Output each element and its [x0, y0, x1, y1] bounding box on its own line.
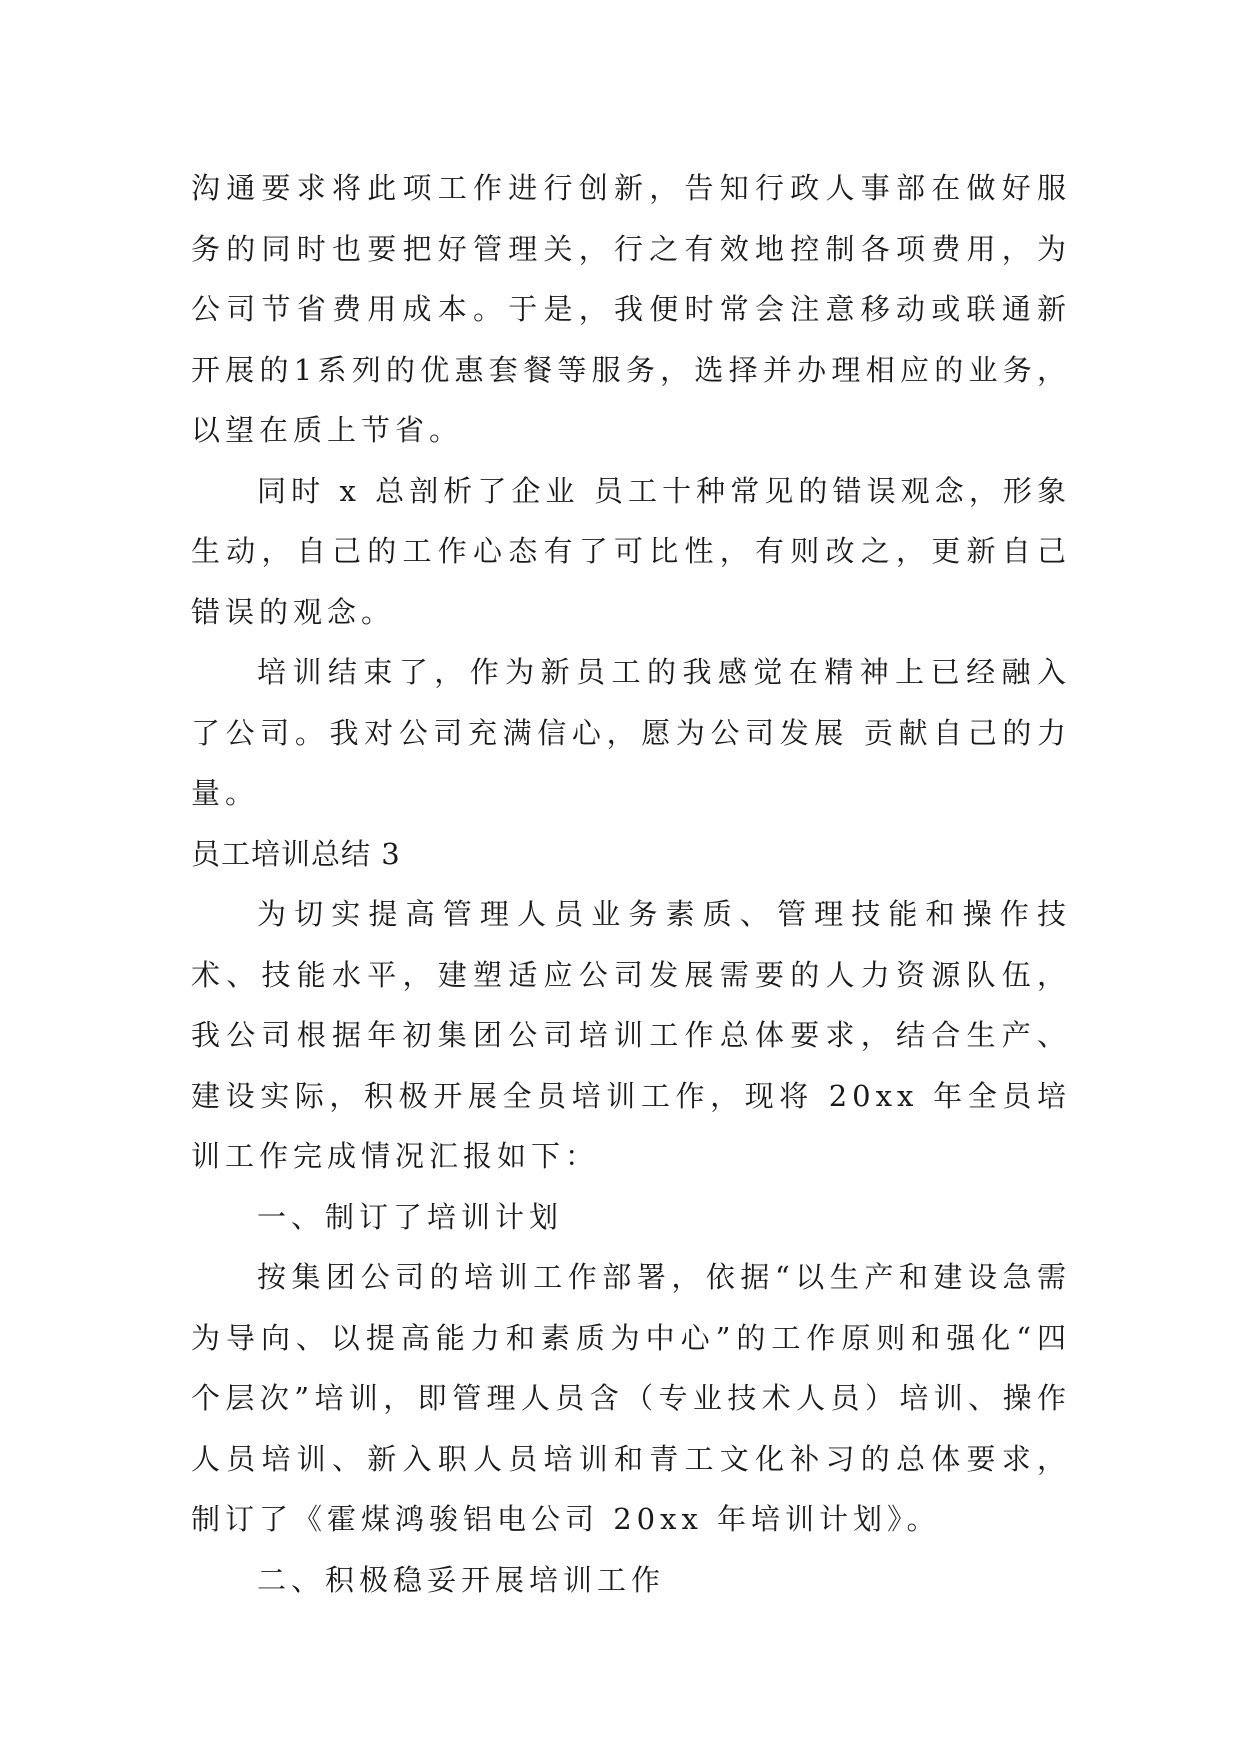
item-1-title: 一、制订了培训计划	[257, 1199, 564, 1234]
section-title: 员工培训总结 3	[191, 836, 401, 871]
paragraph-continued: 沟通要求将此项工作进行创新，告知行政人事部在做好服务的同时也要把好管理关，行之有效地控制各项费用，为公司节省费用成本。于是，我便时常会注意移动或联通新开展的1系列的优惠套餐等服务，选择并办理相应的业务，以望在质上节省。	[191, 171, 1071, 447]
section-intro: 为切实提高管理人员业务素质、管理技能和操作技术、技能水平，建塑适应公司发展需要的人力资源队伍，我公司根据年初集团公司培训工作总体要求，结合生产、建设实际，积极开展全员培训工作，现将 20xx 年全员培训工作完成情况汇报如下：	[191, 897, 1071, 1173]
paragraph-training-end: 培训结束了，作为新员工的我感觉在精神上已经融入了公司。我对公司充满信心，愿为公司发展 贡献自己的力量。	[191, 655, 1071, 810]
item-2-title: 二、积极稳妥开展培训工作	[257, 1562, 666, 1597]
item-1-body: 按集团公司的培训工作部署，依据“以生产和建设急需为导向、以提高能力和素质为中心”的工作原则和强化“四个层次”培训，即管理人员含（专业技术人员）培训、操作人员培训、新入职人员培训和青工文化补习的总体要求，制订了《霍煤鸿骏铝电公司 20xx 年培训计划》。	[191, 1260, 1071, 1536]
paragraph-misconceptions: 同时 x 总剖析了企业 员工十种常见的错误观念，形象生动，自己的工作心态有了可比性，有则改之，更新自己错误的观念。	[191, 473, 1071, 629]
document-body	[191, 158, 1071, 1610]
